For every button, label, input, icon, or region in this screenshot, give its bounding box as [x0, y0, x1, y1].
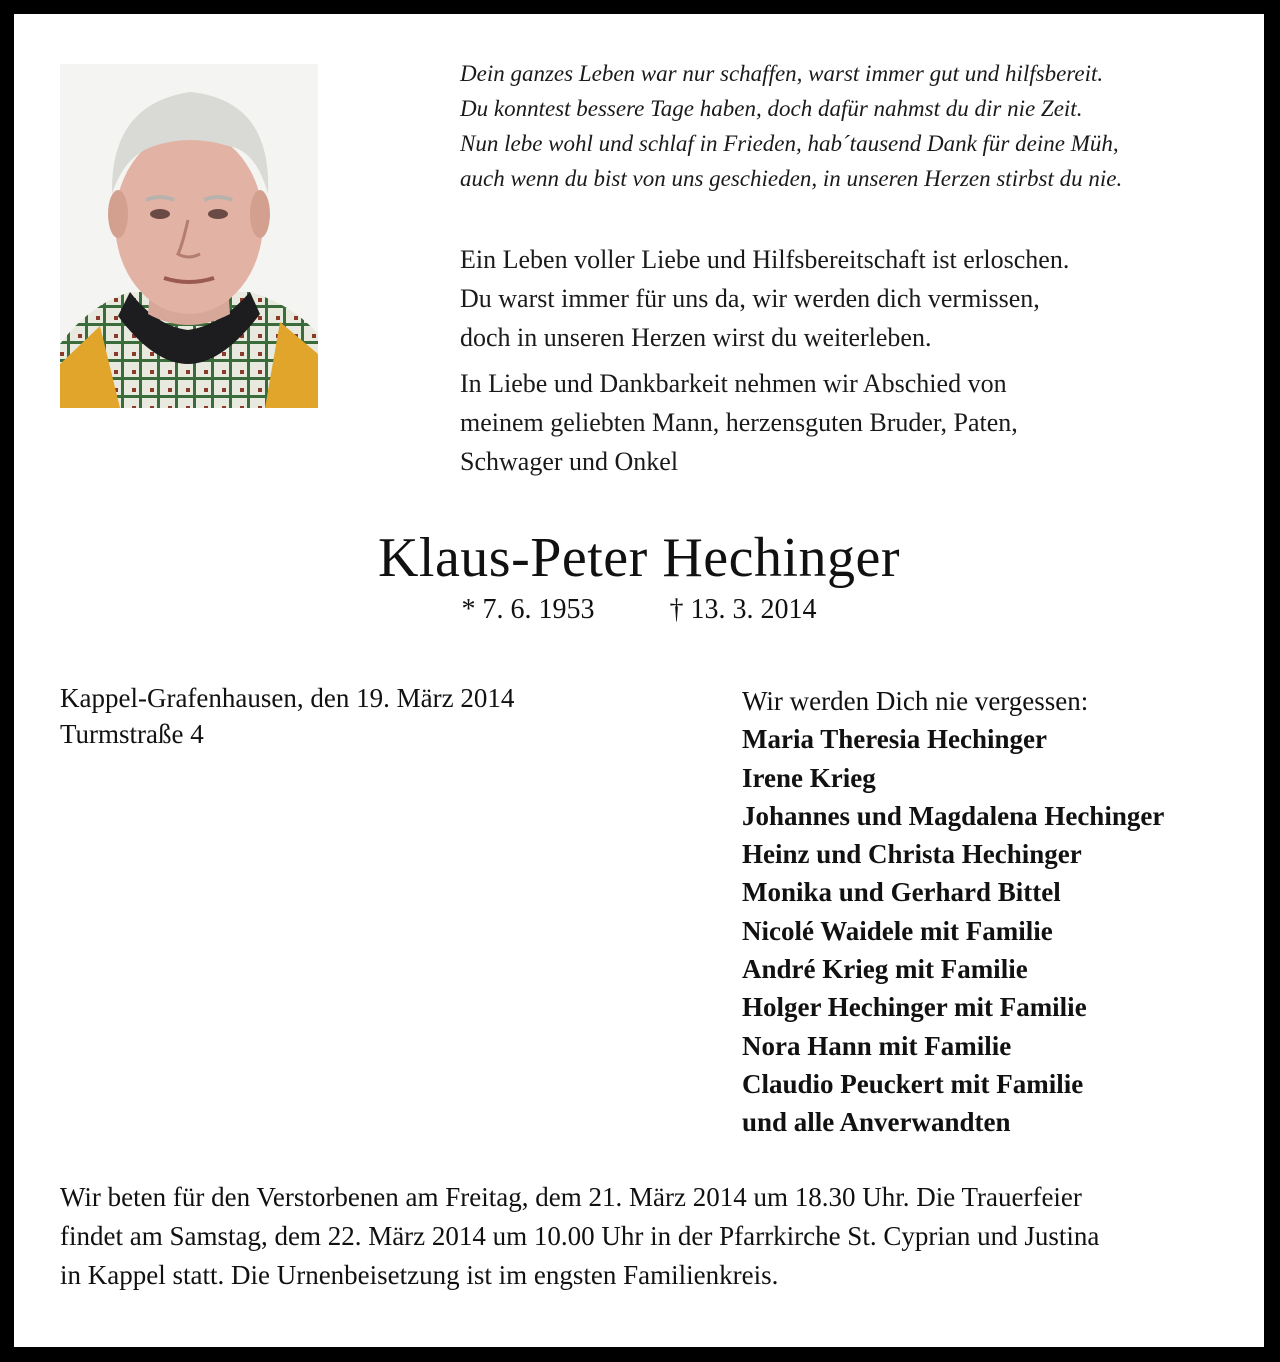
birth-date: * 7. 6. 1953	[461, 594, 595, 625]
mourner-name: und alle Anverwandten	[742, 1107, 1011, 1138]
intro-line: doch in unseren Herzen wirst du weiterleben.	[460, 323, 932, 352]
farewell-line: In Liebe und Dankbarkeit nehmen wir Abschied von	[460, 369, 1007, 398]
place-and-address	[60, 680, 514, 752]
farewell-line: Schwager und Onkel	[460, 447, 679, 476]
service-information	[60, 1178, 1220, 1295]
death-date: † 13. 3. 2014	[669, 594, 817, 625]
footer-line: Wir beten für den Verstorbenen am Freitag, dem 21. März 2014 um 18.30 Uhr. Die Trauerfeier	[60, 1182, 1082, 1212]
footer-line: in Kappel statt. Die Urnenbeisetzung ist im engsten Familienkreis.	[60, 1260, 779, 1290]
poem-verse	[460, 56, 1250, 196]
farewell-text	[460, 364, 1220, 481]
portrait-photo	[60, 64, 318, 408]
mourner-name: Johannes und Magdalena Hechinger	[742, 800, 1165, 831]
farewell-line: meinem geliebten Mann, herzensguten Bruder, Paten,	[460, 408, 1018, 437]
intro-line: Ein Leben voller Liebe und Hilfsbereitschaft ist erloschen.	[460, 245, 1070, 274]
mourner-name: Nicolé Waidele mit Familie	[742, 915, 1053, 946]
mourner-name: Irene Krieg	[742, 762, 876, 793]
deceased-name: Klaus-Peter Hechinger	[377, 527, 901, 589]
mourners-list	[742, 682, 1252, 1142]
mourner-name: Claudio Peuckert mit Familie	[742, 1068, 1084, 1099]
poem-line: Nun lebe wohl und schlaf in Frieden, hab´tausend Dank für deine Müh,	[460, 131, 1119, 156]
footer-line: findet am Samstag, dem 22. März 2014 um 10.00 Uhr in der Pfarrkirche St. Cyprian und Justina	[60, 1221, 1100, 1251]
mourner-name: Nora Hann mit Familie	[742, 1030, 1012, 1061]
intro-line: Du warst immer für uns da, wir werden dich vermissen,	[460, 284, 1040, 313]
mourner-name: Heinz und Christa Hechinger	[742, 839, 1082, 870]
portrait-illustration	[60, 64, 318, 408]
mourner-name: Monika und Gerhard Bittel	[742, 877, 1061, 908]
obituary-notice	[14, 14, 1264, 1347]
intro-text	[460, 240, 1220, 357]
life-dates	[14, 592, 1264, 628]
mourner-name: André Krieg mit Familie	[742, 954, 1028, 985]
street-address: Turmstraße 4	[60, 719, 204, 749]
poem-line: auch wenn du bist von uns geschieden, in unseren Herzen stirbst du nie.	[460, 166, 1123, 191]
poem-line: Dein ganzes Leben war nur schaffen, warst immer gut und hilfsbereit.	[460, 61, 1104, 86]
mourners-heading: Wir werden Dich nie vergessen:	[742, 686, 1089, 716]
mourner-name: Maria Theresia Hechinger	[742, 724, 1047, 755]
city-date: Kappel-Grafenhausen, den 19. März 2014	[60, 683, 515, 713]
mourner-name: Holger Hechinger mit Familie	[742, 992, 1087, 1023]
poem-line: Du konntest bessere Tage haben, doch dafür nahmst du dir nie Zeit.	[460, 96, 1083, 121]
